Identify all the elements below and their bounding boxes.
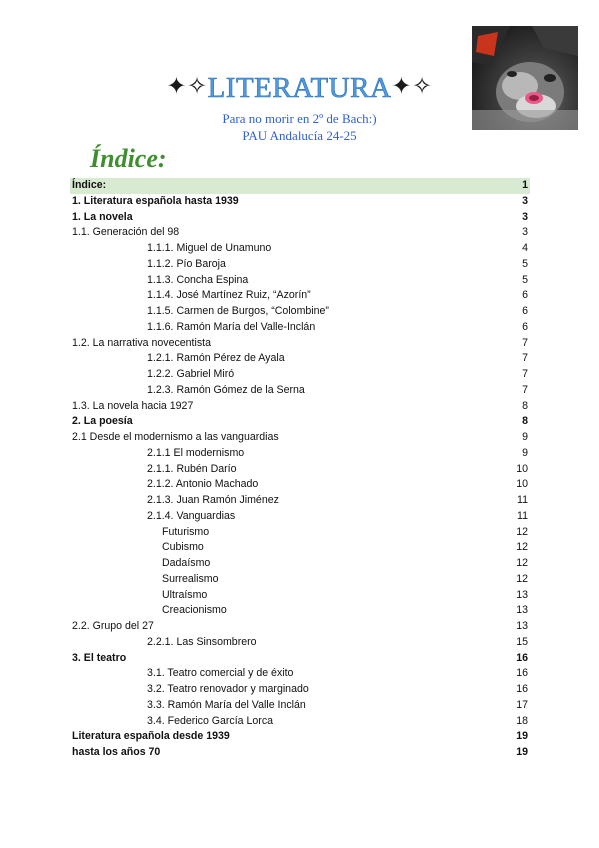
toc-entry[interactable]: 2.2.1. Las Sinsombrero 15	[147, 635, 528, 648]
toc-entry[interactable]: 1.2.2. Gabriel Miró 7	[147, 368, 528, 380]
toc-entry[interactable]: 1.2.1. Ramón Pérez de Ayala 7	[147, 352, 528, 365]
title-text: LITERATURA	[207, 72, 392, 104]
sparkle-left-icon: ✦✧	[166, 74, 208, 100]
toc-entry[interactable]: 1. Literatura española hasta 1939 3	[72, 194, 528, 207]
toc-entry[interactable]: 1.1.1. Miguel de Unamuno 4	[147, 242, 528, 254]
toc-entry[interactable]: 1.1.3. Concha Espina 5	[147, 273, 528, 286]
table-of-contents	[70, 178, 530, 761]
toc-entry[interactable]: 1.2.3. Ramón Gómez de la Serna 7	[147, 383, 528, 396]
toc-entry[interactable]: 2.1.1. Rubén Darío 10	[147, 462, 528, 475]
toc-entry[interactable]: 1. La novela 3	[72, 210, 528, 223]
toc-entry[interactable]: 1.1.4. José Martínez Ruiz, “Azorín” 6	[147, 289, 528, 302]
toc-entry[interactable]: 3.4. Federico García Lorca 18	[147, 714, 528, 727]
toc-entry[interactable]: Ultraísmo 13	[162, 588, 528, 601]
toc-entry[interactable]: 1.1. Generación del 98 3	[72, 226, 528, 239]
sparkle-right-icon: ✦✧	[391, 74, 433, 100]
toc-entry[interactable]: 1.1.5. Carmen de Burgos, “Colombine” 6	[147, 305, 528, 317]
toc-entry[interactable]: Índice: 1	[70, 178, 530, 194]
toc-entry[interactable]: 3.3. Ramón María del Valle Inclán 17	[147, 698, 528, 711]
toc-entry[interactable]: 1.2. La narrativa novecentista 7	[72, 336, 528, 349]
toc-entry[interactable]: 3.1. Teatro comercial y de éxito 16	[147, 667, 528, 680]
toc-entry[interactable]: 2.1.2. Antonio Machado 10	[147, 478, 528, 491]
toc-entry[interactable]: 3. El teatro 16	[72, 651, 528, 664]
toc-entry[interactable]: 2.2. Grupo del 27 13	[72, 620, 528, 632]
toc-entry[interactable]: Creacionismo 13	[162, 604, 528, 617]
toc-entry[interactable]: Cubismo 12	[162, 541, 528, 554]
subtitle-line-1: Para no morir en 2º de Bach:)	[222, 111, 377, 126]
toc-entry[interactable]: 2.1.1 El modernismo 9	[147, 446, 528, 459]
toc-entry[interactable]: 1.3. La novela hacia 1927 8	[72, 399, 528, 412]
toc-entry[interactable]: 2.1.4. Vanguardias 11	[147, 509, 528, 522]
toc-entry[interactable]: 1.1.6. Ramón María del Valle-Inclán 6	[147, 320, 528, 333]
toc-entry[interactable]: Literatura española desde 1939 19	[72, 730, 528, 743]
toc-entry[interactable]: 3.2. Teatro renovador y marginado 16	[147, 683, 528, 695]
toc-entry[interactable]: Dadaísmo 12	[162, 557, 528, 569]
toc-entry[interactable]: 2.1.3. Juan Ramón Jiménez 11	[147, 494, 528, 506]
toc-entry[interactable]: 1.1.2. Pío Baroja 5	[147, 257, 528, 270]
toc-entry[interactable]: Futurismo 12	[162, 525, 528, 538]
document-title	[0, 72, 599, 105]
toc-entry[interactable]: 2.1 Desde el modernismo a las vanguardias 9	[72, 431, 528, 443]
toc-entry[interactable]: Surrealismo 12	[162, 572, 528, 585]
toc-entry[interactable]: hasta los años 70 19	[72, 746, 528, 758]
subtitle-line-2: PAU Andalucía 24-25	[242, 128, 357, 143]
index-heading: Índice:	[90, 144, 167, 173]
toc-entry[interactable]: 2. La poesía 8	[72, 415, 528, 428]
